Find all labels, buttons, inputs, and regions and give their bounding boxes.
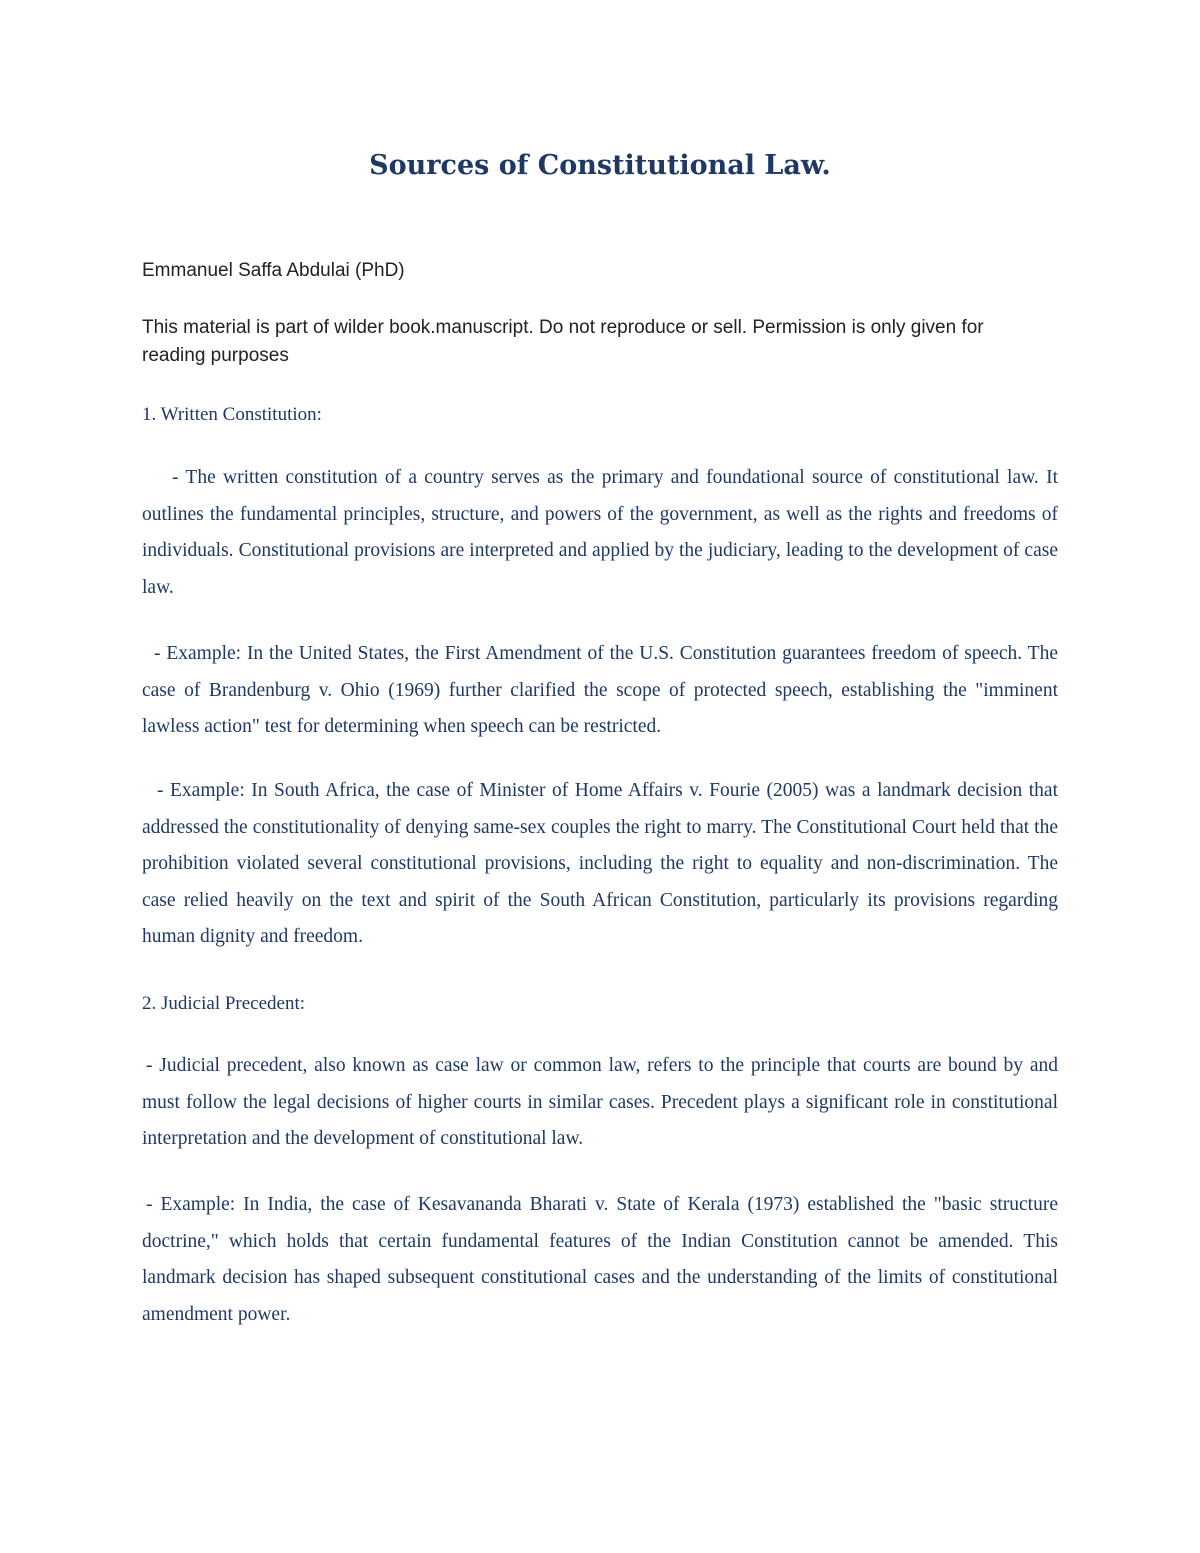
document-title: Sources of Constitutional Law. <box>369 150 831 181</box>
paragraph-written-constitution-definition: - The written constitution of a country serves as the primary and foundational source of constitutional law. It outlines the fundamental principles, structure, and powers of the government, as well as the rights and freedoms of individuals. Constitutional provisions are interpreted and applied by the judiciary, leading to the development of case law. <box>142 467 1058 598</box>
paragraph-example-india: - Example: In India, the case of Kesavananda Bharati v. State of Kerala (1973) established the "basic structure doctrine," which holds that certain fundamental features of the Indian Constitution cannot be amended. This landmark decision has shaped subsequent constitutional cases and the understanding of the limits of constitutional amendment power. <box>142 1194 1058 1325</box>
section-heading-written-constitution: 1. Written Constitution: <box>142 404 322 425</box>
section-heading-judicial-precedent: 2. Judicial Precedent: <box>142 993 306 1014</box>
author-line: Emmanuel Saffa Abdulai (PhD) <box>142 260 405 281</box>
copyright-notice: This material is part of wilder book.manuscript. Do not reproduce or sell. Permission is only given for reading purposes <box>142 317 984 366</box>
paragraph-example-united-states: - Example: In the United States, the First Amendment of the U.S. Constitution guarantees freedom of speech. The case of Brandenburg v. Ohio (1969) further clarified the scope of protected speech, establishing the "imminent lawless action" test for determining when speech can be restricted. <box>142 643 1058 737</box>
paragraph-example-south-africa: - Example: In South Africa, the case of Minister of Home Affairs v. Fourie (2005) was a landmark decision that addressed the constitutionality of denying same-sex couples the right to marry. The Constitutional Court held that the prohibition violated several constitutional provisions, including the right to equality and non-discrimination. The case relied heavily on the text and spirit of the South African Constitution, particularly its provisions regarding human dignity and freedom. <box>142 780 1058 947</box>
paragraph-judicial-precedent-definition: - Judicial precedent, also known as case law or common law, refers to the principle that courts are bound by and must follow the legal decisions of higher courts in similar cases. Precedent plays a significant role in constitutional interpretation and the development of constitutional law. <box>142 1055 1058 1149</box>
